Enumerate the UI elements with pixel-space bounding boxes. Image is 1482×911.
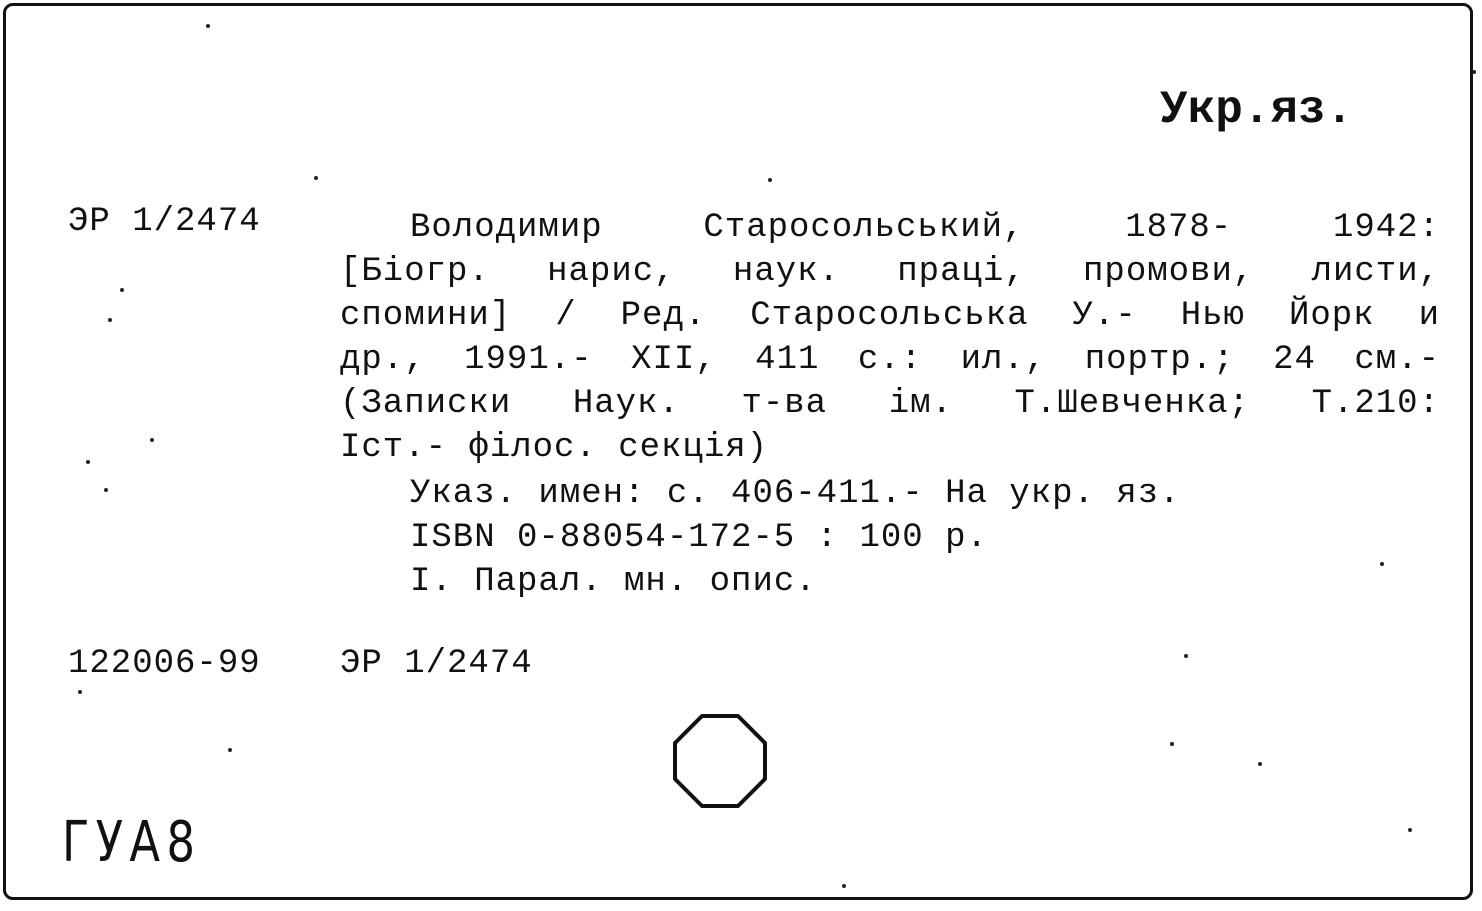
speck bbox=[150, 438, 154, 442]
handwritten-code: ГУА8 bbox=[62, 810, 202, 875]
punch-hole bbox=[672, 713, 768, 809]
note-parallel: I. Парал. мн. опис. bbox=[410, 563, 817, 601]
speck bbox=[228, 748, 232, 752]
speck bbox=[78, 690, 82, 694]
description-line-3: спомини] / Ред. Старосольська У.- Нью Йорк и bbox=[340, 297, 1440, 335]
note-index: Указ. имен: с. 406-411.- На укр. яз. bbox=[410, 475, 1181, 513]
speck bbox=[842, 884, 846, 888]
speck bbox=[120, 288, 124, 292]
note-isbn: ISBN 0-88054-172-5 : 100 р. bbox=[410, 519, 988, 557]
speck bbox=[206, 24, 210, 28]
speck bbox=[108, 318, 112, 322]
speck bbox=[1184, 654, 1188, 658]
accession-number: 122006-99 bbox=[68, 645, 261, 683]
speck bbox=[1258, 762, 1262, 766]
speck bbox=[1380, 562, 1384, 566]
description-line-5: (Записки Наук. т-ва ім. Т.Шевченка; Т.210: bbox=[340, 385, 1440, 423]
shelf-mark: ЭР 1/2474 bbox=[68, 203, 261, 241]
speck bbox=[1170, 742, 1174, 746]
speck bbox=[768, 178, 772, 182]
description-line-2: [Біогр. нарис, наук. праці, промови, листи, bbox=[340, 253, 1440, 291]
speck bbox=[314, 176, 318, 180]
description-line-1: Володимир Старосольський, 1878- 1942: bbox=[410, 209, 1440, 247]
description-line-4: др., 1991.- XII, 411 с.: ил., портр.; 24 см.- bbox=[340, 341, 1440, 379]
speck bbox=[1472, 70, 1476, 74]
speck bbox=[104, 488, 108, 492]
description-line-6: Іст.- філос. секція) bbox=[340, 429, 769, 467]
accession-shelf-mark: ЭР 1/2474 bbox=[340, 645, 533, 683]
speck bbox=[1408, 828, 1412, 832]
language-label: Укр.яз. bbox=[1160, 84, 1354, 136]
speck bbox=[86, 460, 90, 464]
